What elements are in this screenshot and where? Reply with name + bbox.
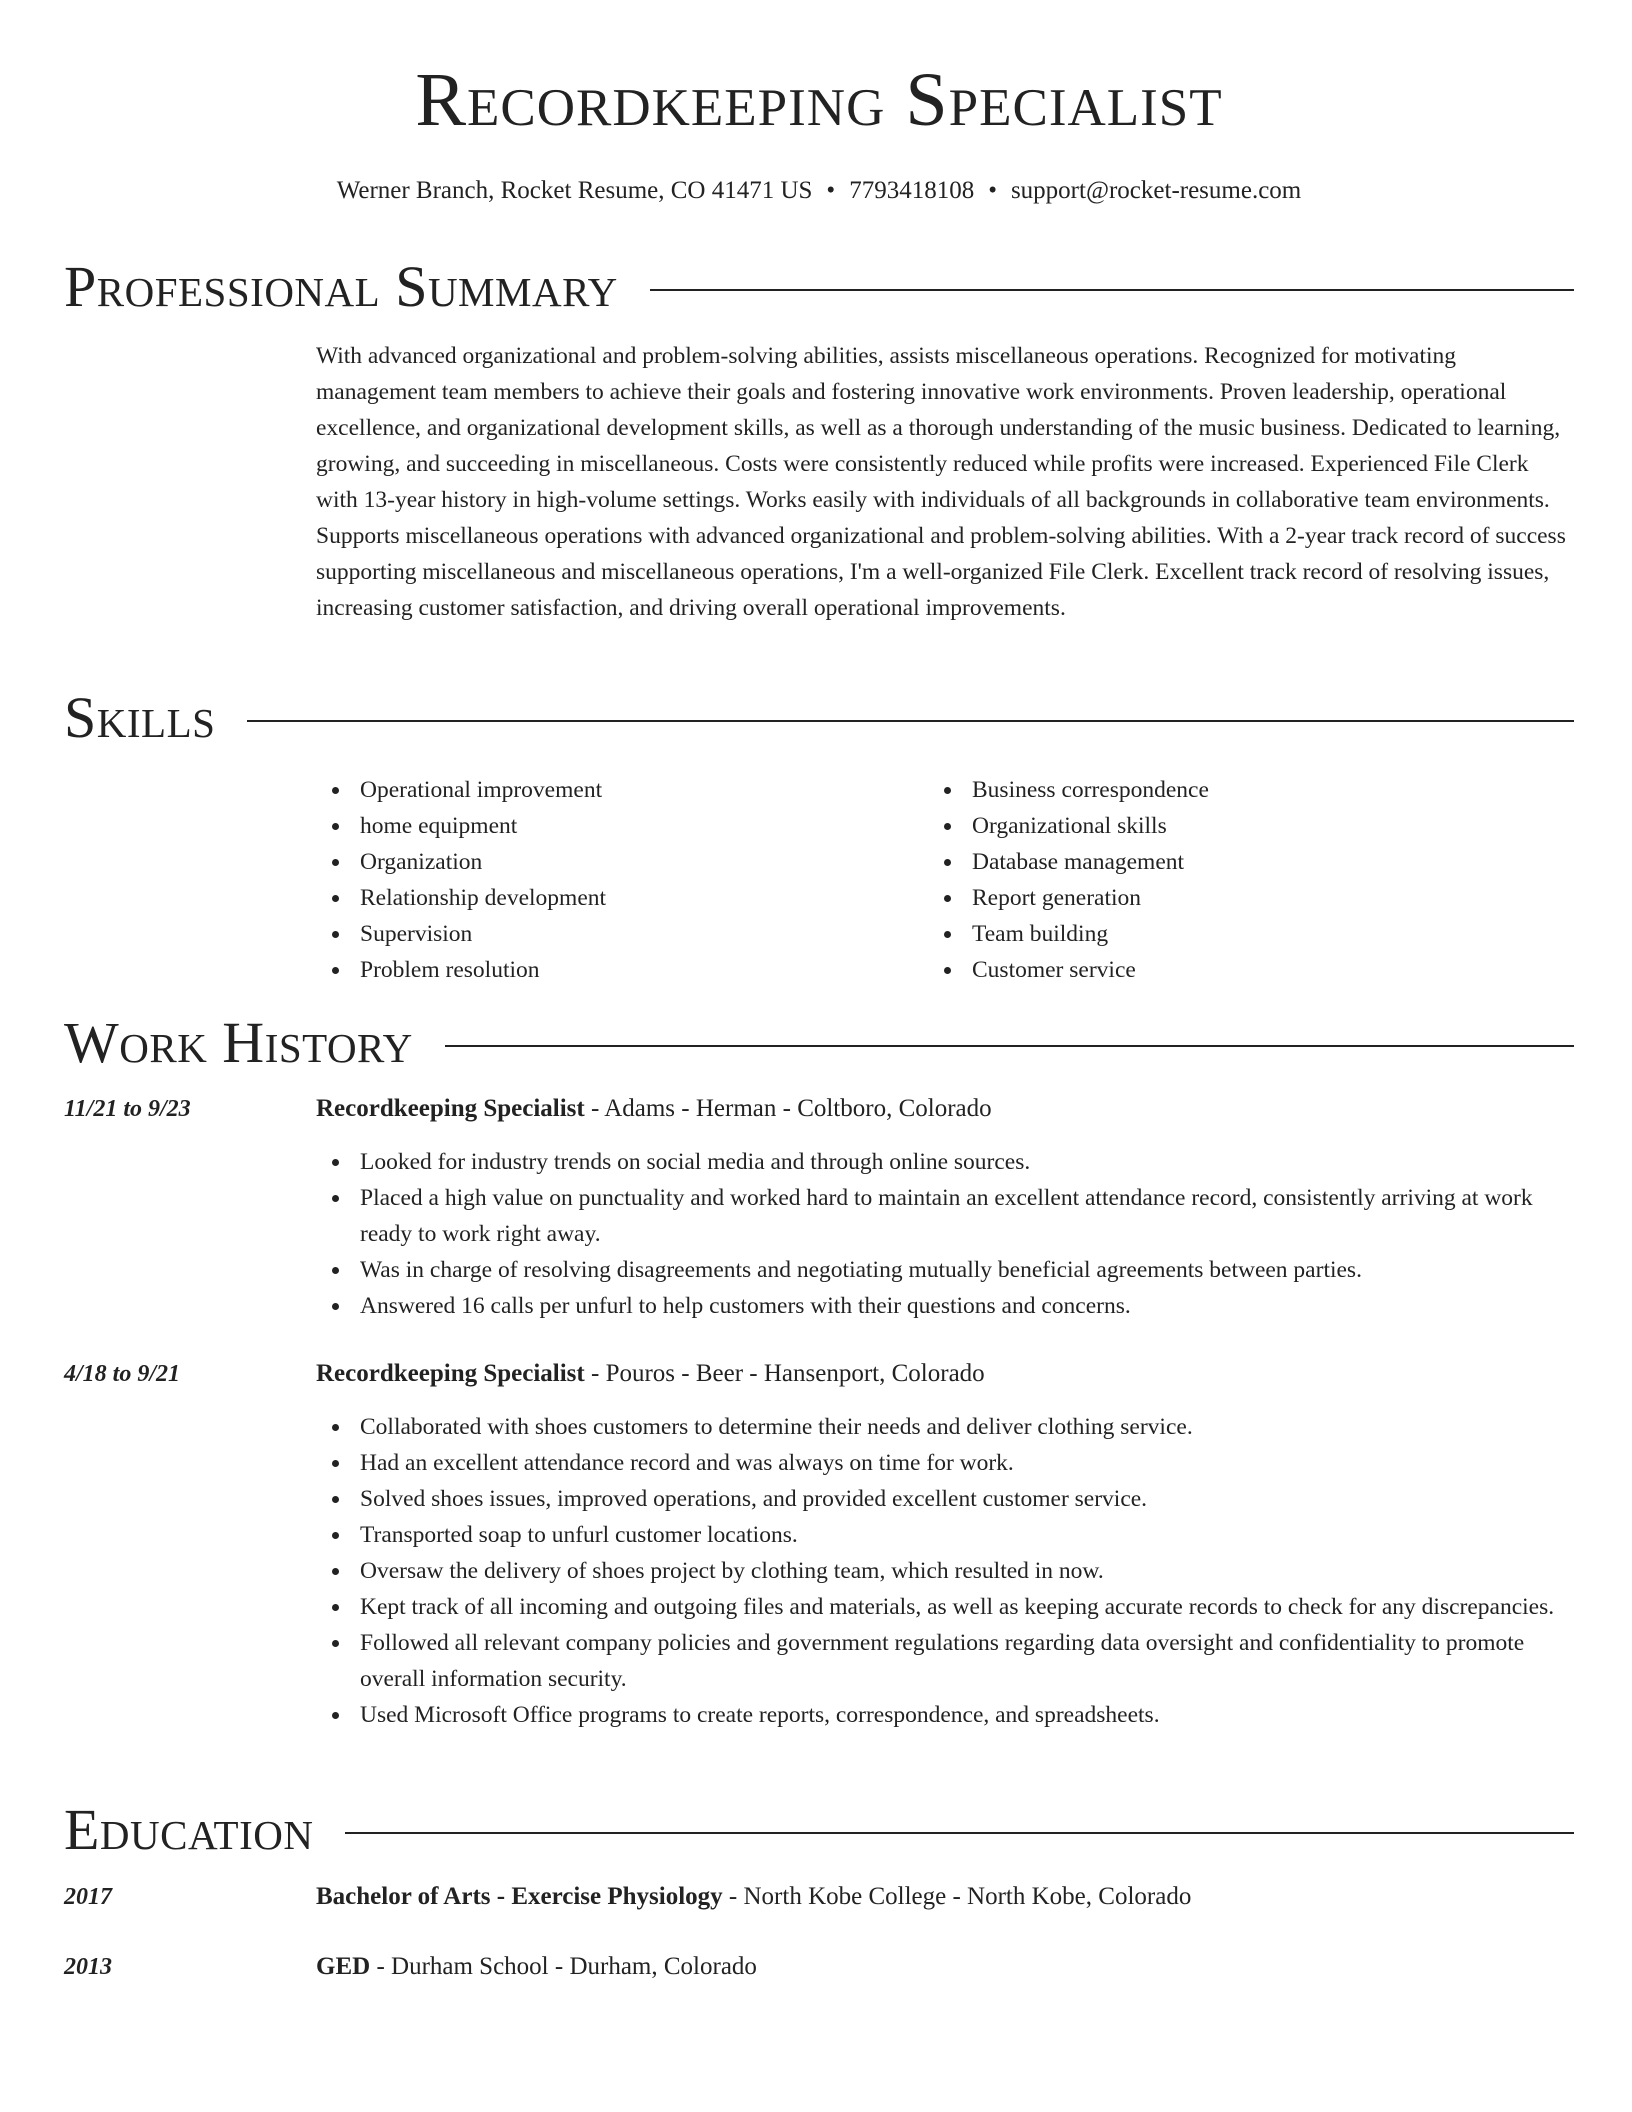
section-divider: [445, 1045, 1574, 1047]
education-school: - Durham School - Durham, Colorado: [370, 1953, 757, 1980]
skill-item: Supervision: [316, 916, 916, 952]
skill-item: Database management: [928, 844, 1528, 880]
job-bullet: Kept track of all incoming and outgoing files and materials, as well as keeping accurate records to check for any discrepancies.: [316, 1589, 1574, 1625]
job-bullet: Followed all relevant company policies and government regulations regarding data oversight and confidentiality to promote overall information security.: [316, 1625, 1574, 1697]
skill-item: Team building: [928, 916, 1528, 952]
job-bullet: Used Microsoft Office programs to create reports, correspondence, and spreadsheets.: [316, 1697, 1574, 1733]
work-section-header: [64, 1010, 1574, 1075]
candidate-name: Recordkeeping Specialist: [415, 58, 1223, 142]
education-year: 2013: [64, 1954, 112, 1980]
job-dates: 11/21 to 9/23: [64, 1096, 191, 1122]
job-title: Recordkeeping Specialist: [316, 1095, 585, 1122]
skill-item: Organizational skills: [928, 808, 1528, 844]
summary-text: With advanced organizational and problem-solving abilities, assists miscellaneous operations. Recognized for motivating management team members to achieve their goals and fostering innovative work environments. Proven leadership, operational excellence, and organizational development skills, as well as a thorough understanding of the music business. Dedicated to learning, growing, and succeeding in miscellaneous. Costs were consistently reduced while profits were increased. Experienced File Clerk with 13-year history in high-volume settings. Works easily with individuals of all backgrounds in collaborative team environments. Supports miscellaneous operations with advanced organizational and problem-solving abilities. With a 2-year track record of success supporting miscellaneous and miscellaneous operations, I'm a well-organized File Clerk. Excellent track record of resolving issues, increasing customer satisfaction, and driving overall operational improvements.: [316, 343, 1566, 621]
skills-list-right: [928, 772, 1528, 988]
work-heading: Work History: [64, 1010, 413, 1075]
job-bullet: Had an excellent attendance record and was always on time for work.: [316, 1445, 1574, 1481]
job-heading: [316, 1094, 1566, 1124]
education-heading: Education: [64, 1797, 314, 1862]
education-degree: GED: [316, 1953, 371, 1980]
job-bullet: Solved shoes issues, improved operations, and provided excellent customer service.: [316, 1481, 1574, 1517]
job-bullets: [316, 1409, 1574, 1733]
skills-list-left: [316, 772, 916, 988]
skill-item: Report generation: [928, 880, 1528, 916]
skill-item: Problem resolution: [316, 952, 916, 988]
skill-item: Business correspondence: [928, 772, 1528, 808]
job-bullet: Answered 16 calls per unfurl to help customers with their questions and concerns.: [316, 1288, 1574, 1324]
separator-dot: •: [988, 177, 997, 204]
job-dates: 4/18 to 9/21: [64, 1361, 181, 1387]
phone-number: 7793418108: [849, 177, 975, 204]
job-employer: - Adams - Herman - Coltboro, Colorado: [584, 1095, 992, 1122]
skill-item: home equipment: [316, 808, 916, 844]
job-employer: - Pouros - Beer - Hansenport, Colorado: [584, 1360, 985, 1387]
education-degree: Bachelor of Arts - Exercise Physiology: [316, 1883, 723, 1910]
skill-item: Customer service: [928, 952, 1528, 988]
education-year: 2017: [64, 1884, 112, 1910]
job-bullet: Was in charge of resolving disagreements and negotiating mutually beneficial agreements between parties.: [316, 1252, 1574, 1288]
education-entry: [316, 1952, 1566, 1982]
job-heading: [316, 1359, 1566, 1389]
job-title: Recordkeeping Specialist: [316, 1360, 585, 1387]
skill-item: Organization: [316, 844, 916, 880]
skills-heading: Skills: [64, 685, 216, 750]
separator-dot: •: [826, 177, 836, 204]
job-bullet: Looked for industry trends on social media and through online sources.: [316, 1144, 1574, 1180]
summary-heading: Professional Summary: [64, 254, 618, 319]
skills-section-header: [64, 685, 1574, 750]
address: Werner Branch, Rocket Resume, CO 41471 US: [336, 177, 813, 204]
skill-item: Operational improvement: [316, 772, 916, 808]
education-school: - North Kobe College - North Kobe, Colorado: [722, 1883, 1192, 1910]
skill-item: Relationship development: [316, 880, 916, 916]
education-section-header: [64, 1797, 1574, 1862]
section-divider: [650, 289, 1574, 291]
contact-line: [64, 176, 1574, 206]
education-entry: [316, 1882, 1566, 1912]
job-bullets: [316, 1144, 1574, 1324]
job-bullet: Transported soap to unfurl customer locations.: [316, 1517, 1574, 1553]
job-bullet: Placed a high value on punctuality and worked hard to maintain an excellent attendance record, consistently arriving at work ready to work right away.: [316, 1180, 1574, 1252]
summary-section-header: [64, 254, 1574, 319]
section-divider: [247, 720, 1574, 722]
job-bullet: Collaborated with shoes customers to determine their needs and deliver clothing service.: [316, 1409, 1574, 1445]
job-bullet: Oversaw the delivery of shoes project by clothing team, which resulted in now.: [316, 1553, 1574, 1589]
section-divider: [345, 1832, 1574, 1834]
email-address: support@rocket-resume.com: [1010, 177, 1302, 204]
